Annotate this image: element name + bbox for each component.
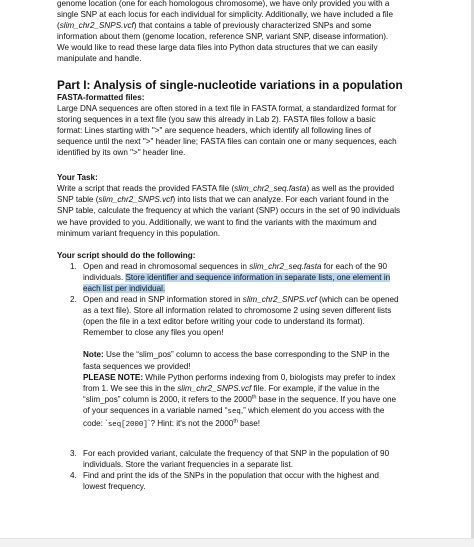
text-line: SNP table (slim_chr2_SNPS.vcf) into lists that we can analyze. For each variant found in the <box>57 195 389 205</box>
steps-list <box>57 261 413 493</box>
text-line: “slim_pos” column is 2000, it refers to the 2000th base in the sequence. If you have one <box>83 394 397 404</box>
list-item <box>57 448 413 470</box>
text-line: minimum variant frequency in this population. <box>57 228 221 238</box>
text-line: SNP table, calculate the frequency at which the variant (SNP) occurs in the set of 90 individuals <box>57 206 401 216</box>
filename: slim_chr2_SNPS.vcf <box>177 383 252 393</box>
text-line: Open and read in chromosomal sequences in slim_chr2_seq.fasta for each of the 90 <box>83 261 387 271</box>
text-line: sequence until the next ">" header line; FASTA files can contain one or many sequences, each <box>57 136 397 146</box>
note-label: Note: <box>83 350 104 360</box>
list-number: 3. <box>70 449 77 459</box>
text-line: individuals. Store identifier and sequence information in separate lists, one element in <box>83 272 391 282</box>
text-line: genome location (one for each homologous chromosome), we have only provided you with a <box>57 0 390 8</box>
filename: slim_chr2_SNPS.vcf <box>98 195 173 205</box>
text-line: fasta sequences we provided! <box>83 361 191 371</box>
fasta-paragraph <box>57 103 413 158</box>
note-line: PLEASE NOTE: While Python performs indexing from 0, biologists may prefer to index <box>83 372 396 382</box>
list-number: 1. <box>70 261 77 271</box>
intro-paragraph <box>57 0 413 65</box>
list-item <box>57 470 413 492</box>
list-number: 4. <box>70 471 77 481</box>
text-line: lowest frequency. <box>83 482 146 492</box>
text-line: individuals. Store the variant frequencies in a separate list. <box>83 460 294 470</box>
text-line: Large DNA sequences are often stored in a text file in FASTA format, a standardized format for <box>57 103 397 113</box>
text-line: Open and read in SNP information stored in slim_chr2_SNPS.vcf (which can be opened <box>83 295 399 305</box>
inline-code: seq <box>227 407 241 416</box>
list-item <box>57 261 413 294</box>
text-line: storing sequences in a text file (you saw this already in Lab 2). FASTA files follow a basic <box>57 114 376 124</box>
text-line <box>83 283 413 294</box>
please-note-label: PLEASE NOTE: <box>83 372 144 382</box>
text-line: We would like to read these large data files into Python data structures that we can easily <box>57 43 378 53</box>
note-line: Note: Use the “slim_pos” column to access the base corresponding to the SNP in the <box>83 350 390 360</box>
text-line: of your sequences in a variable named “seq,” which element do you access with the <box>83 405 385 416</box>
text-line: identified by its own ">" header line. <box>57 148 186 158</box>
filename: slim_chr2_SNPS.vcf <box>59 21 134 31</box>
text-line: information about them (genome location, reference SNP, variant SNP, disease information). <box>57 32 389 42</box>
inline-code: seq[2000] <box>107 421 148 429</box>
text-selection[interactable]: Store identifier and sequence information in separate lists, one element in <box>125 272 391 282</box>
subheading-your-task: Your Task: <box>57 173 98 183</box>
text-line: Write a script that reads the provided FASTA file (slim_chr2_seq.fasta) as well as the provided <box>57 184 395 194</box>
text-line: from 1. We see this in the slim_chr2_SNPS.vcf file. For example, if the value in the <box>83 383 380 393</box>
text-line: Find and print the ids of the SNPs in the population that occur with the highest and <box>83 471 379 481</box>
text-line: Remember to close any files you open! <box>83 328 224 338</box>
filename: slim_chr2_seq.fasta <box>234 184 307 194</box>
text-line: manipulate and handle. <box>57 54 142 64</box>
task-paragraph <box>57 183 413 238</box>
text-line: format: Lines starting with ">" are sequence headers, which identify all following lines of <box>57 125 372 135</box>
text-line: For each provided variant, calculate the frequency of that SNP in the population of 90 <box>83 449 390 459</box>
text-line: we have provided to you. Additionally, we want to find the variants with the maximum and <box>57 217 377 227</box>
list-number: 2. <box>70 295 77 305</box>
list-item <box>57 294 413 442</box>
text-line: as a text file). Store all information related to chromosome 2 using seven different lists <box>83 306 392 316</box>
text-line: single SNP at each locus for each individual for simplicity. Additionally, we have included a file <box>57 10 394 20</box>
text-selection[interactable]: each list per individual. <box>83 283 166 293</box>
text-line: (slim_chr2_SNPS.vcf) that contains a table of previously characterized SNPs and some <box>57 21 372 31</box>
text-line: (open the file in a text editor before writing your code to understand its format). <box>83 317 365 327</box>
subheading-script-steps: Your script should do the following: <box>57 250 196 260</box>
text-line: code: `seq[2000]`? Hint: it's not the 2000th base! <box>83 418 261 429</box>
filename: slim_chr2_SNPS.vcf <box>242 295 317 305</box>
document-body <box>57 0 413 492</box>
section-heading-part1: Part I: Analysis of single-nucleotide variations in a population <box>57 77 403 92</box>
subheading-fasta: FASTA-formatted files: <box>57 92 145 102</box>
filename: slim_chr2_seq.fasta <box>249 261 322 271</box>
